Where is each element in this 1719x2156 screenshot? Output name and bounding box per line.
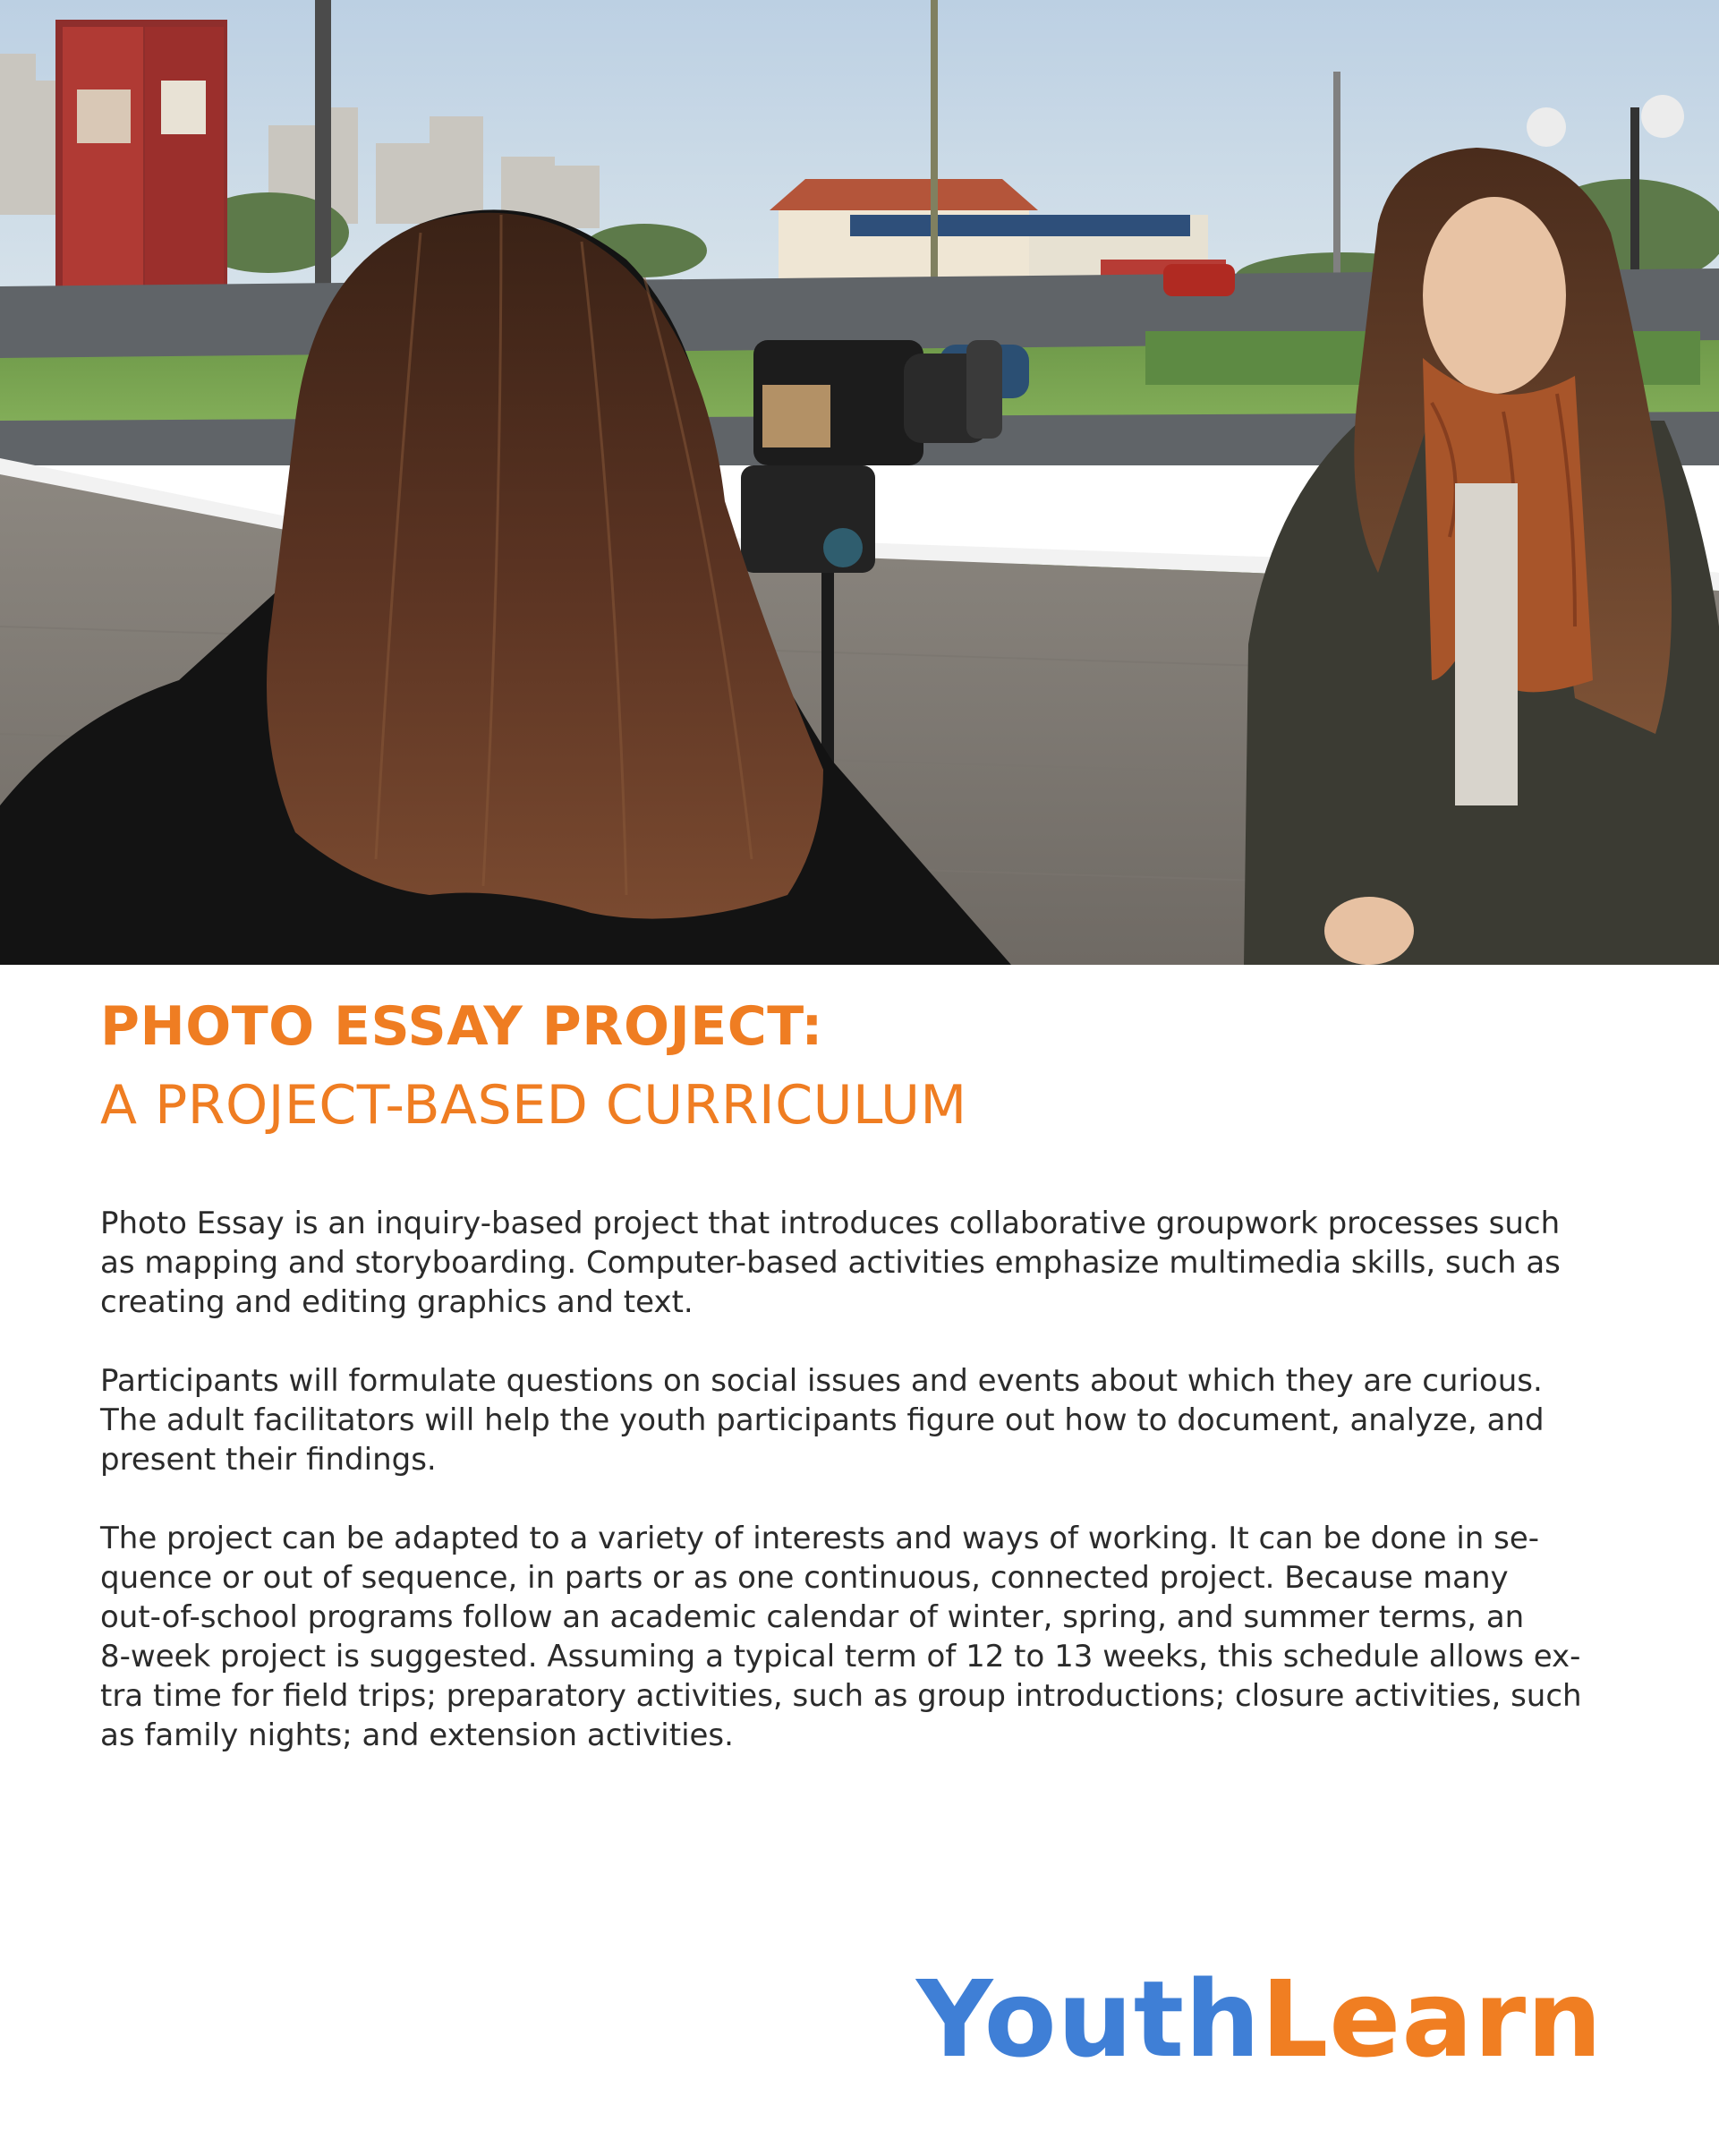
text-line: out-of-school programs follow an academic calendar of winter, spring, and summer terms, an [100,1599,1525,1635]
logo-youth-text: Youth [916,1957,1262,2081]
title-line-1: PHOTO ESSAY PROJECT: [100,995,823,1058]
text-line: The project can be adapted to a variety of interests and ways of working. It can be done in se- [100,1521,1540,1556]
body-text [100,1204,1621,1794]
text-line: Photo Essay is an inquiry-based project that introduces collaborative groupwork processes such [100,1206,1561,1241]
youthlearn-logo [916,1956,1603,2082]
paragraph-intro [100,1204,1621,1322]
hero-photo [0,0,1719,965]
text-line: creating and editing graphics and text. [100,1284,694,1320]
text-line: as mapping and storyboarding. Computer-based activities emphasize multimedia skills, such as [100,1245,1561,1281]
paragraph-participants [100,1361,1621,1479]
photo-scene [0,0,1719,965]
text-line: 8-week project is suggested. Assuming a typical term of 12 to 13 weeks, this schedule allows ex- [100,1639,1581,1675]
text-line: as family nights; and extension activities. [100,1717,734,1753]
text-line: present their findings. [100,1442,437,1478]
text-line: Participants will formulate questions on social issues and events about which they are curious. [100,1363,1543,1399]
page-title [100,986,1621,1144]
text-line: The adult facilitators will help the youth participants figure out how to document, analyze, and [100,1402,1545,1438]
text-line: tra time for field trips; preparatory activities, such as group introductions; closure activities, such [100,1678,1582,1714]
paragraph-schedule [100,1519,1621,1755]
text-line: quence or out of sequence, in parts or as one continuous, connected project. Because many [100,1560,1509,1596]
logo-learn-text: Learn [1261,1957,1604,2081]
title-line-2: A PROJECT-BASED CURRICULUM [100,1074,967,1137]
